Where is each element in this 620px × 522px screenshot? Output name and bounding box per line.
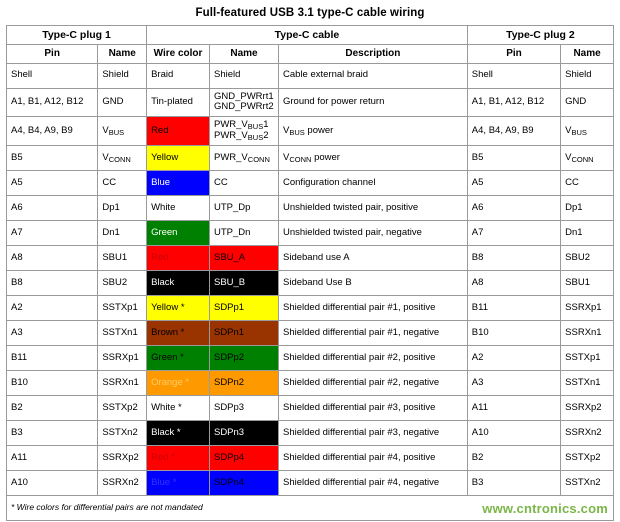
cell-pin1: A11 <box>7 446 98 471</box>
cell-pin2: A1, B1, A12, B12 <box>467 88 560 117</box>
cell-name1: GND <box>98 88 147 117</box>
cell-wire-color: Orange * <box>147 371 210 396</box>
cell-pin2: A4, B4, A9, B9 <box>467 117 560 146</box>
watermark: www.cntronics.com <box>482 501 608 516</box>
cell-pin1: A7 <box>7 221 98 246</box>
cell-pin2: A10 <box>467 421 560 446</box>
cell-name2: SSTXn1 <box>561 371 614 396</box>
footnote: * Wire colors for differential pairs are not mandated <box>7 496 614 521</box>
cell-pin2: A5 <box>467 171 560 196</box>
cell-description: Sideband use A <box>279 246 468 271</box>
cell-cable-name: SDPp1 <box>209 296 278 321</box>
cell-name1: SSTXn2 <box>98 421 147 446</box>
cell-wire-color: Blue * <box>147 471 210 496</box>
cell-name1: $V_{BUS}$ <box>98 117 147 146</box>
cell-name1: SSTXn1 <box>98 321 147 346</box>
table-row <box>7 117 614 146</box>
cell-wire-color: Black <box>147 271 210 296</box>
table-row <box>7 346 614 371</box>
table-row <box>7 63 614 88</box>
cell-cable-name: $PWR\_V_{CONN}$ <box>209 146 278 171</box>
table-row <box>7 171 614 196</box>
table-row <box>7 396 614 421</box>
cell-wire-color: Tin-plated <box>147 88 210 117</box>
cell-wire-color: White * <box>147 396 210 421</box>
cell-name1: Dn1 <box>98 221 147 246</box>
cell-description: $V_{BUS}$ power <box>279 117 468 146</box>
cell-wire-color: Yellow <box>147 146 210 171</box>
cell-name2: $V_{BUS}$ <box>561 117 614 146</box>
cell-description: Ground for power return <box>279 88 468 117</box>
table-row <box>7 88 614 117</box>
cell-wire-color: Green <box>147 221 210 246</box>
cell-pin2: B3 <box>467 471 560 496</box>
cell-name1: Dp1 <box>98 196 147 221</box>
cell-cable-name: UTP_Dp <box>209 196 278 221</box>
cell-description: Configuration channel <box>279 171 468 196</box>
cell-name1: SSRXn2 <box>98 471 147 496</box>
cell-name1: SSTXp2 <box>98 396 147 421</box>
cell-pin2: B11 <box>467 296 560 321</box>
cell-name1: $V_{CONN}$ <box>98 146 147 171</box>
cell-name2: Dp1 <box>561 196 614 221</box>
table-row <box>7 296 614 321</box>
cell-pin2: B8 <box>467 246 560 271</box>
table-body <box>7 63 614 496</box>
cell-cable-name: SDPn1 <box>209 321 278 346</box>
cell-name1: SSRXp1 <box>98 346 147 371</box>
group-header-cable: Type-C cable <box>147 26 468 45</box>
cell-description: Shielded differential pair #2, negative <box>279 371 468 396</box>
table-row <box>7 471 614 496</box>
cell-wire-color: Braid <box>147 63 210 88</box>
cell-cable-name: SBU_A <box>209 246 278 271</box>
cell-description: Unshielded twisted pair, positive <box>279 196 468 221</box>
cell-wire-color: Red <box>147 117 210 146</box>
cell-wire-color: Yellow * <box>147 296 210 321</box>
cell-name2: GND <box>561 88 614 117</box>
cell-pin1: A3 <box>7 321 98 346</box>
group-header-row <box>7 26 614 45</box>
column-header-row <box>7 45 614 64</box>
cell-cable-name: GND_PWRrt1 GND_PWRrt2 <box>209 88 278 117</box>
column-header-name1: Name <box>98 45 147 64</box>
cell-pin1: B2 <box>7 396 98 421</box>
cell-wire-color: Brown * <box>147 321 210 346</box>
cell-description: $V_{CONN}$ power <box>279 146 468 171</box>
cell-name2: Dn1 <box>561 221 614 246</box>
cell-cable-name: Shield <box>209 63 278 88</box>
cell-pin2: A3 <box>467 371 560 396</box>
cell-cable-name: SBU_B <box>209 271 278 296</box>
cell-pin2: A8 <box>467 271 560 296</box>
cell-name2: CC <box>561 171 614 196</box>
cell-cable-name: $PWR\_V_{BUS}1$ $PWR\_V_{BUS}2$ <box>209 117 278 146</box>
cell-description: Shielded differential pair #1, positive <box>279 296 468 321</box>
cell-pin1: Shell <box>7 63 98 88</box>
cell-name2: SSTXp2 <box>561 446 614 471</box>
cell-pin1: B8 <box>7 271 98 296</box>
cell-description: Sideband Use B <box>279 271 468 296</box>
cell-wire-color: Black * <box>147 421 210 446</box>
column-header-description: Description <box>279 45 468 64</box>
table-header <box>7 26 614 64</box>
cell-cable-name: UTP_Dn <box>209 221 278 246</box>
table-row <box>7 246 614 271</box>
cell-pin2: B10 <box>467 321 560 346</box>
cell-cable-name: SDPp3 <box>209 396 278 421</box>
cell-pin1: B3 <box>7 421 98 446</box>
cell-name2: $V_{CONN}$ <box>561 146 614 171</box>
cell-description: Shielded differential pair #3, negative <box>279 421 468 446</box>
table-row <box>7 371 614 396</box>
group-header-plug2: Type-C plug 2 <box>467 26 613 45</box>
cell-name1: SSRXn1 <box>98 371 147 396</box>
cell-pin2: A6 <box>467 196 560 221</box>
cell-name1: SSRXp2 <box>98 446 147 471</box>
cell-name2: SSTXp1 <box>561 346 614 371</box>
cell-name1: Shield <box>98 63 147 88</box>
cell-cable-name: SDPp4 <box>209 446 278 471</box>
cell-name1: SSTXp1 <box>98 296 147 321</box>
cell-description: Shielded differential pair #4, negative <box>279 471 468 496</box>
table-row <box>7 321 614 346</box>
cell-pin1: A10 <box>7 471 98 496</box>
table-row <box>7 196 614 221</box>
table-row <box>7 146 614 171</box>
column-header-pin2: Pin <box>467 45 560 64</box>
table-row <box>7 421 614 446</box>
cell-pin1: A4, B4, A9, B9 <box>7 117 98 146</box>
page-title: Full-featured USB 3.1 type-C cable wiring <box>195 7 425 19</box>
column-header-wire-color: Wire color <box>147 45 210 64</box>
cell-cable-name: SDPn2 <box>209 371 278 396</box>
cell-pin2: Shell <box>467 63 560 88</box>
cell-pin2: A7 <box>467 221 560 246</box>
table-row <box>7 271 614 296</box>
cell-pin1: A6 <box>7 196 98 221</box>
column-header-cable-name: Name <box>209 45 278 64</box>
cell-pin1: A8 <box>7 246 98 271</box>
cell-wire-color: White <box>147 196 210 221</box>
cell-cable-name: CC <box>209 171 278 196</box>
cell-description: Shielded differential pair #1, negative <box>279 321 468 346</box>
cell-pin1: A5 <box>7 171 98 196</box>
cell-name1: CC <box>98 171 147 196</box>
usb-c-cable-wiring-table <box>6 25 614 521</box>
cell-pin2: B5 <box>467 146 560 171</box>
cell-name2: Shield <box>561 63 614 88</box>
cell-description: Shielded differential pair #3, positive <box>279 396 468 421</box>
cell-name2: SSRXn1 <box>561 321 614 346</box>
cell-wire-color: Blue <box>147 171 210 196</box>
cell-cable-name: SDPn4 <box>209 471 278 496</box>
cell-pin2: B2 <box>467 446 560 471</box>
cell-name2: SBU1 <box>561 271 614 296</box>
cell-pin2: A2 <box>467 346 560 371</box>
cell-pin1: B5 <box>7 146 98 171</box>
cell-name1: SBU2 <box>98 271 147 296</box>
table-row <box>7 446 614 471</box>
cell-name2: SBU2 <box>561 246 614 271</box>
cell-name2: SSRXp2 <box>561 396 614 421</box>
cell-pin1: A2 <box>7 296 98 321</box>
column-header-name2: Name <box>561 45 614 64</box>
group-header-plug1: Type-C plug 1 <box>7 26 147 45</box>
cell-name1: SBU1 <box>98 246 147 271</box>
cell-wire-color: Red * <box>147 446 210 471</box>
cell-name2: SSRXn2 <box>561 421 614 446</box>
cell-pin1: B10 <box>7 371 98 396</box>
cell-name2: SSRXp1 <box>561 296 614 321</box>
table-row <box>7 221 614 246</box>
cell-description: Unshielded twisted pair, negative <box>279 221 468 246</box>
cell-description: Shielded differential pair #4, positive <box>279 446 468 471</box>
column-header-pin1: Pin <box>7 45 98 64</box>
cell-pin2: A11 <box>467 396 560 421</box>
cell-name2: SSTXn2 <box>561 471 614 496</box>
cell-cable-name: SDPn3 <box>209 421 278 446</box>
cell-pin1: B11 <box>7 346 98 371</box>
cell-cable-name: SDPp2 <box>209 346 278 371</box>
cell-description: Cable external braid <box>279 63 468 88</box>
cell-description: Shielded differential pair #2, positive <box>279 346 468 371</box>
cell-wire-color: Green * <box>147 346 210 371</box>
cell-wire-color: Red <box>147 246 210 271</box>
cell-pin1: A1, B1, A12, B12 <box>7 88 98 117</box>
